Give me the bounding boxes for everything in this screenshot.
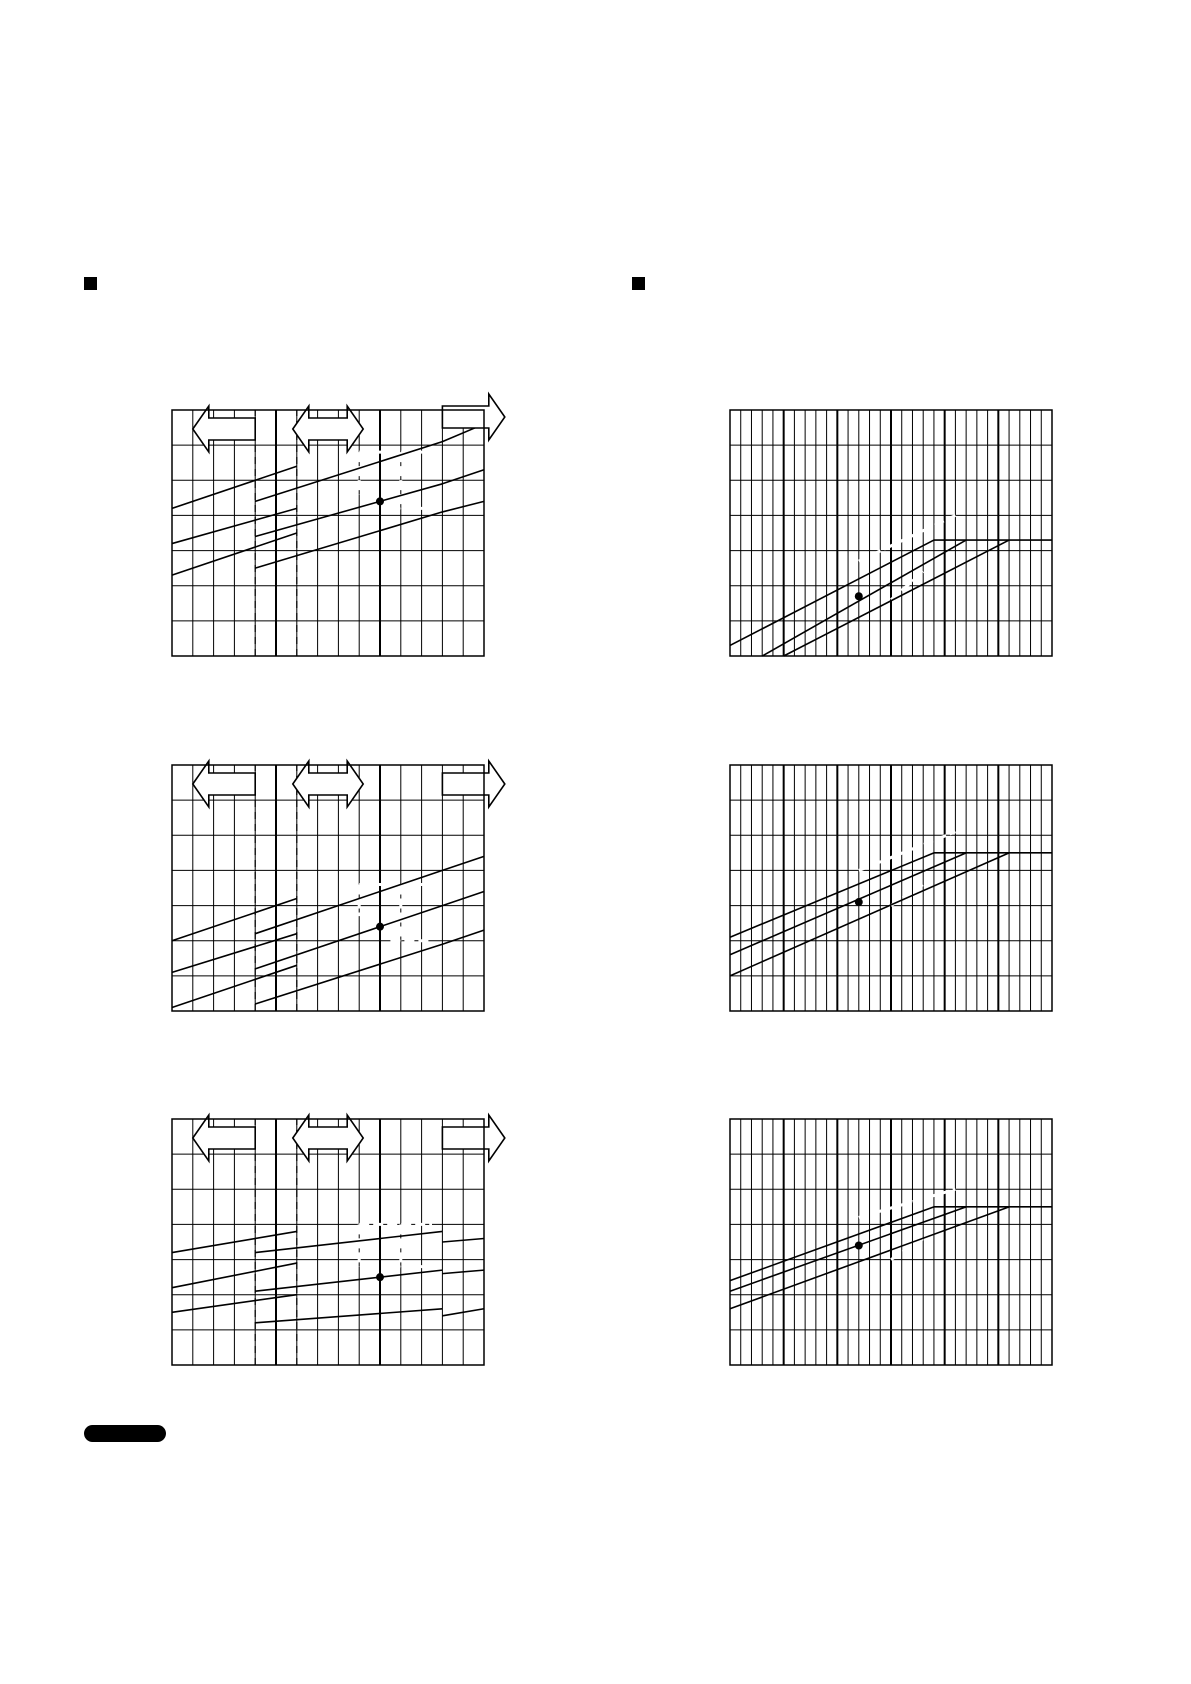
reference-point: [376, 1273, 384, 1281]
series-line-3: [255, 944, 442, 1004]
reference-point: [855, 1242, 863, 1250]
chart-left-2: [172, 735, 512, 1015]
series-line-1: [730, 540, 934, 645]
chart-right-3: [730, 1089, 1070, 1369]
section-marker-right: [632, 277, 645, 290]
plot-frame: [172, 765, 484, 1011]
chart-left-1: [172, 380, 512, 660]
series-line-3: [255, 512, 442, 568]
chart-right-1: [730, 380, 1070, 660]
note-badge: [84, 1425, 166, 1442]
reference-point: [376, 497, 384, 505]
series-line-3: [784, 540, 1009, 656]
reference-point: [855, 898, 863, 906]
plot-frame: [172, 410, 484, 656]
plot-frame: [172, 1119, 484, 1365]
reference-point: [855, 592, 863, 600]
ghost-guide-line: [859, 1189, 956, 1217]
range-arrow-right: [442, 394, 504, 440]
section-marker-left: [84, 277, 97, 290]
series-line-1: [730, 853, 934, 937]
reference-point: [376, 923, 384, 931]
series-line-1: [255, 1231, 442, 1252]
series-line-1: [255, 870, 442, 933]
series-line-3: [255, 1309, 442, 1323]
series-line-1: [730, 1207, 934, 1281]
series-line-2: [255, 1270, 442, 1291]
chart-left-3: [172, 1089, 512, 1369]
chart-right-2: [730, 735, 1070, 1015]
